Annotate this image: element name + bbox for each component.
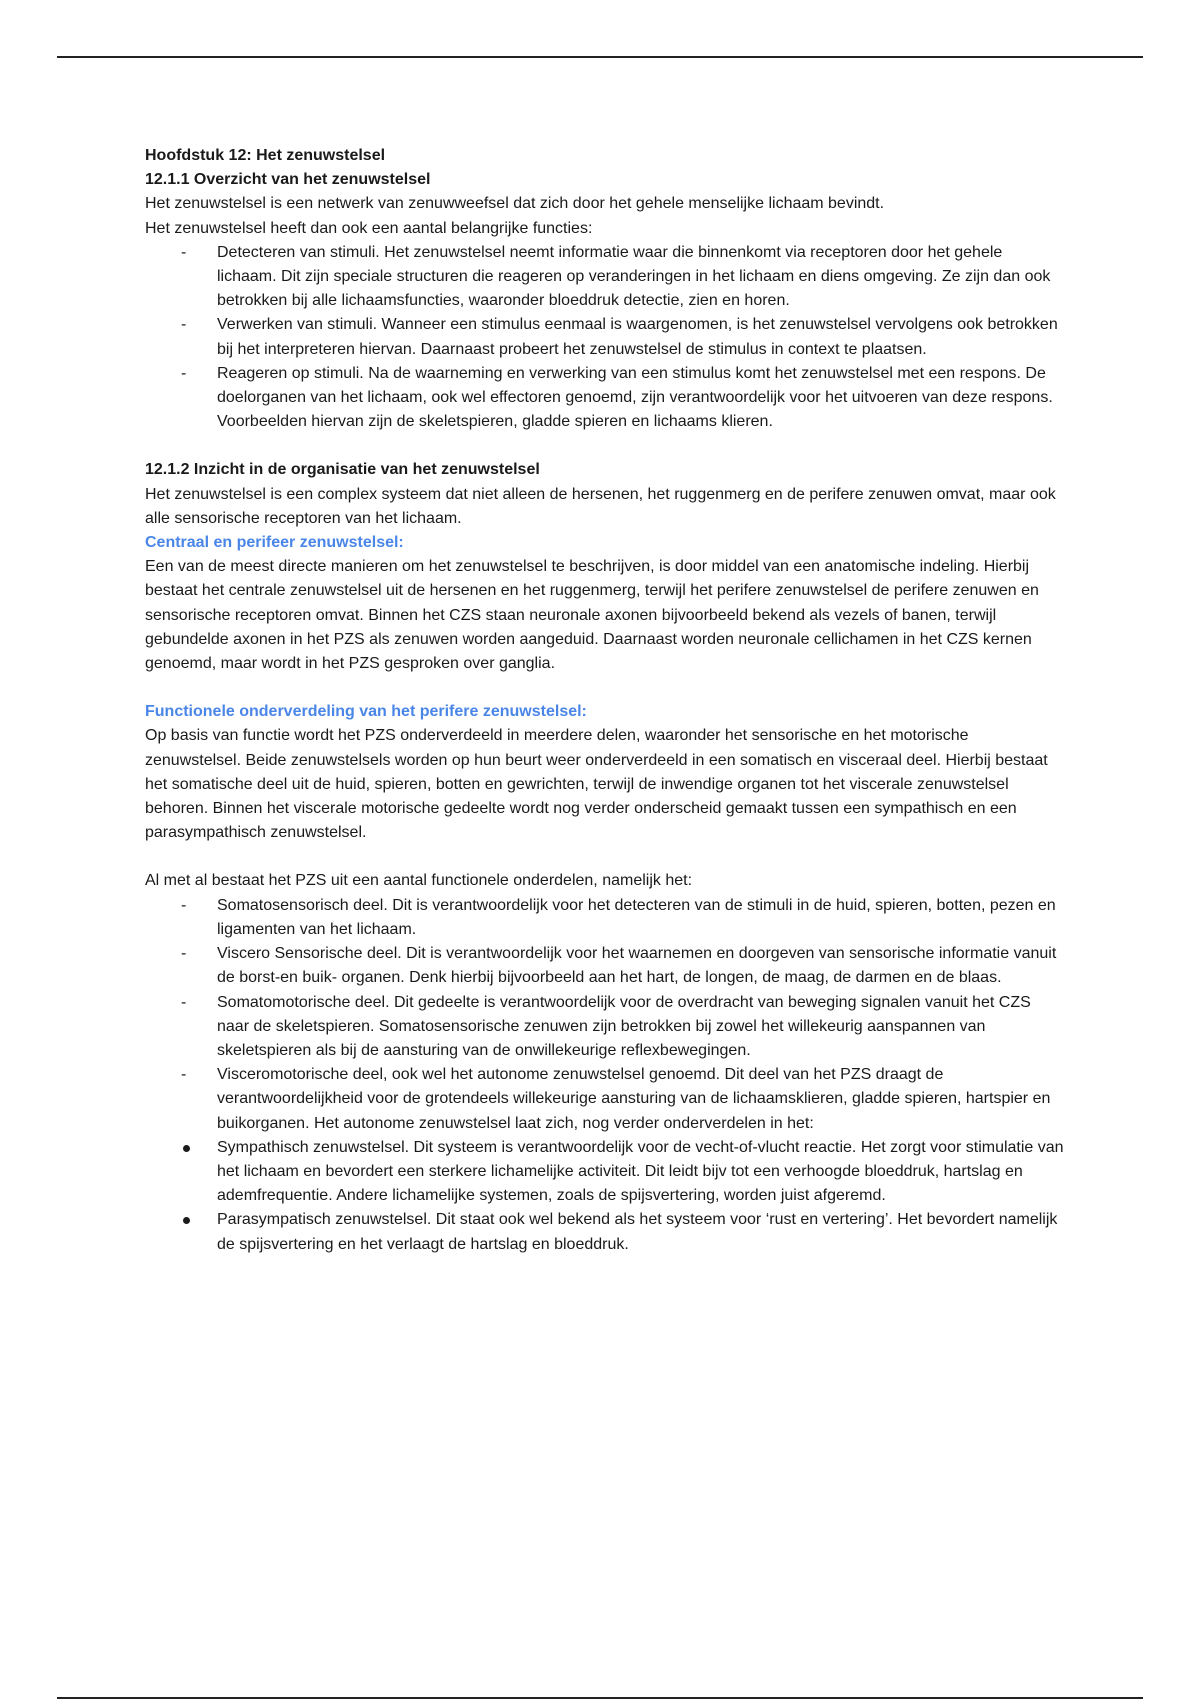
list-item-text: Viscero Sensorische deel. Dit is verantwoordelijk voor het waarnemen en doorgeven van sensorische informatie vanuit de borst-en buik- organen. Denk hierbij bijvoorbeeld aan het hart, de longen, de maag, de darmen en de blaas. bbox=[217, 945, 1057, 987]
paragraph: Het zenuwstelsel is een netwerk van zenuwweefsel dat zich door het gehele menselijke lichaam bevindt. bbox=[145, 195, 885, 213]
subheading-functional-division: Functionele onderverdeling van het perifere zenuwstelsel: bbox=[145, 703, 587, 721]
function-list bbox=[145, 241, 1065, 435]
bullet-dot-icon bbox=[181, 1208, 201, 1232]
dash-marker: - bbox=[181, 945, 187, 963]
list-item-text: Somatomotorische deel. Dit gedeelte is verantwoordelijk voor de overdracht van beweging signalen vanuit het CZS naar de skeletspieren. Somatosensorische zenuwen zijn betrokken bij zowel het willekeurig aanspannen van skeletspieren als bij de aansturing van de onwillekeurige reflexbewegingen. bbox=[217, 993, 1031, 1059]
list-item-text: Parasympatisch zenuwstelsel. Dit staat ook wel bekend als het systeem voor ‘rust en vertering’. Het bevordert namelijk de spijsvertering en het verlaagt de hartslag en bloeddruk. bbox=[217, 1211, 1058, 1253]
list-item bbox=[145, 991, 1065, 1064]
list-item-text: Visceromotorische deel, ook wel het autonome zenuwstelsel genoemd. Dit deel van het PZS draagt de verantwoordelijkheid voor de grotendeels willekeurige aansturing van de lichaamsklieren, gladde spieren, hartspier en buikorganen. Het autonome zenuwstelsel laat zich, nog verder onderverdelen in het: bbox=[217, 1066, 1051, 1132]
list-item-text: Somatosensorisch deel. Dit is verantwoordelijk voor het detecteren van de stimuli in de huid, spieren, botten, pezen en ligamenten van het lichaam. bbox=[217, 896, 1056, 938]
section-heading-1: 12.1.1 Overzicht van het zenuwstelsel bbox=[145, 171, 431, 189]
dash-marker: - bbox=[181, 993, 187, 1011]
list-item bbox=[145, 1208, 1065, 1256]
section-heading-2: 12.1.2 Inzicht in de organisatie van het zenuwstelsel bbox=[145, 461, 540, 479]
bottom-rule bbox=[57, 1697, 1143, 1699]
subheading-central-peripheral: Centraal en perifeer zenuwstelsel: bbox=[145, 534, 404, 552]
top-rule bbox=[57, 56, 1143, 58]
pns-parts-list bbox=[145, 894, 1065, 1257]
list-item bbox=[145, 362, 1065, 435]
bullet-dot-icon bbox=[181, 1136, 201, 1160]
dash-marker: - bbox=[181, 896, 187, 914]
dash-marker: - bbox=[181, 316, 187, 334]
paragraph: Een van de meest directe manieren om het zenuwstelsel te beschrijven, is door middel van een anatomische indeling. Hierbij bestaat het centrale zenuwstelsel uit de hersenen en het ruggenmerg, terwijl het perifere zenuwstelsel de perifere zenuwen en sensorische receptoren omvat. Binnen het CZS staan neuronale axonen bijvoorbeeld bekend als vezels of banen, terwijl gebundelde axonen in het PZS als zenuwen worden aangeduid. Daarnaast worden neuronale cellichamen in het CZS kernen genoemd, maar wordt in het PZS gesproken over ganglia. bbox=[145, 558, 1039, 673]
list-item-text: Detecteren van stimuli. Het zenuwstelsel neemt informatie waar die binnenkomt via receptoren door het gehele lichaam. Dit zijn speciale structuren die reageren op veranderingen in het lichaam en diens omgeving. Ze zijn dan ook betrokken bij alle lichaamsfuncties, waaronder bloeddruk detectie, zien en horen. bbox=[217, 243, 1051, 310]
dash-marker: - bbox=[181, 243, 187, 261]
list-item-text: Verwerken van stimuli. Wanneer een stimulus eenmaal is waargenomen, is het zenuwstelsel vervolgens ook betrokken bij het interpreteren hiervan. Daarnaast probeert het zenuwstelsel de stimulus in context te plaatsen. bbox=[217, 316, 1058, 358]
paragraph: Al met al bestaat het PZS uit een aantal functionele onderdelen, namelijk het: bbox=[145, 872, 693, 890]
paragraph: Het zenuwstelsel heeft dan ook een aantal belangrijke functies: bbox=[145, 219, 593, 237]
document-page bbox=[145, 144, 1065, 1257]
list-item bbox=[145, 1136, 1065, 1209]
list-item bbox=[145, 313, 1065, 361]
list-item-text: Sympathisch zenuwstelsel. Dit systeem is verantwoordelijk voor de vecht-of-vlucht reactie. Het zorgt voor stimulatie van het lichaam en bevordert een sterkere lichamelijke activiteit. Dit leidt bijv tot een verhoogde bloeddruk, hartslag en ademfrequentie. Andere lichamelijke systemen, zoals de spijsvertering, worden juist afgeremd. bbox=[217, 1138, 1064, 1205]
paragraph: Op basis van functie wordt het PZS onderverdeeld in meerdere delen, waaronder het sensorische en het motorische zenuwstelsel. Beide zenuwstelsels worden op hun beurt weer onderverdeeld in een somatisch en visceraal deel. Hierbij bestaat het somatische deel uit de huid, spieren, botten en gewrichten, terwijl de inwendige organen tot het viscerale zenuwstelsel behoren. Binnen het viscerale motorische gedeelte wordt nog verder onderscheid gemaakt tussen een sympathisch en een parasympathisch zenuwstelsel. bbox=[145, 727, 1048, 842]
list-item-text: Reageren op stimuli. Na de waarneming en verwerking van een stimulus komt het zenuwstelsel met een respons. De doelorganen van het lichaam, ook wel effectoren genoemd, zijn verantwoordelijk voor het uitvoeren van deze respons. Voorbeelden hiervan zijn de skeletspieren, gladde spieren en lichaams klieren. bbox=[217, 364, 1053, 431]
list-item bbox=[145, 942, 1065, 990]
dash-marker: - bbox=[181, 1066, 187, 1084]
list-item bbox=[145, 1063, 1065, 1136]
list-item bbox=[145, 241, 1065, 314]
dash-marker: - bbox=[181, 364, 187, 382]
paragraph: Het zenuwstelsel is een complex systeem dat niet alleen de hersenen, het ruggenmerg en de perifere zenuwen omvat, maar ook alle sensorische receptoren van het lichaam. bbox=[145, 485, 1056, 527]
chapter-title: Hoofdstuk 12: Het zenuwstelsel bbox=[145, 147, 386, 164]
list-item bbox=[145, 894, 1065, 942]
